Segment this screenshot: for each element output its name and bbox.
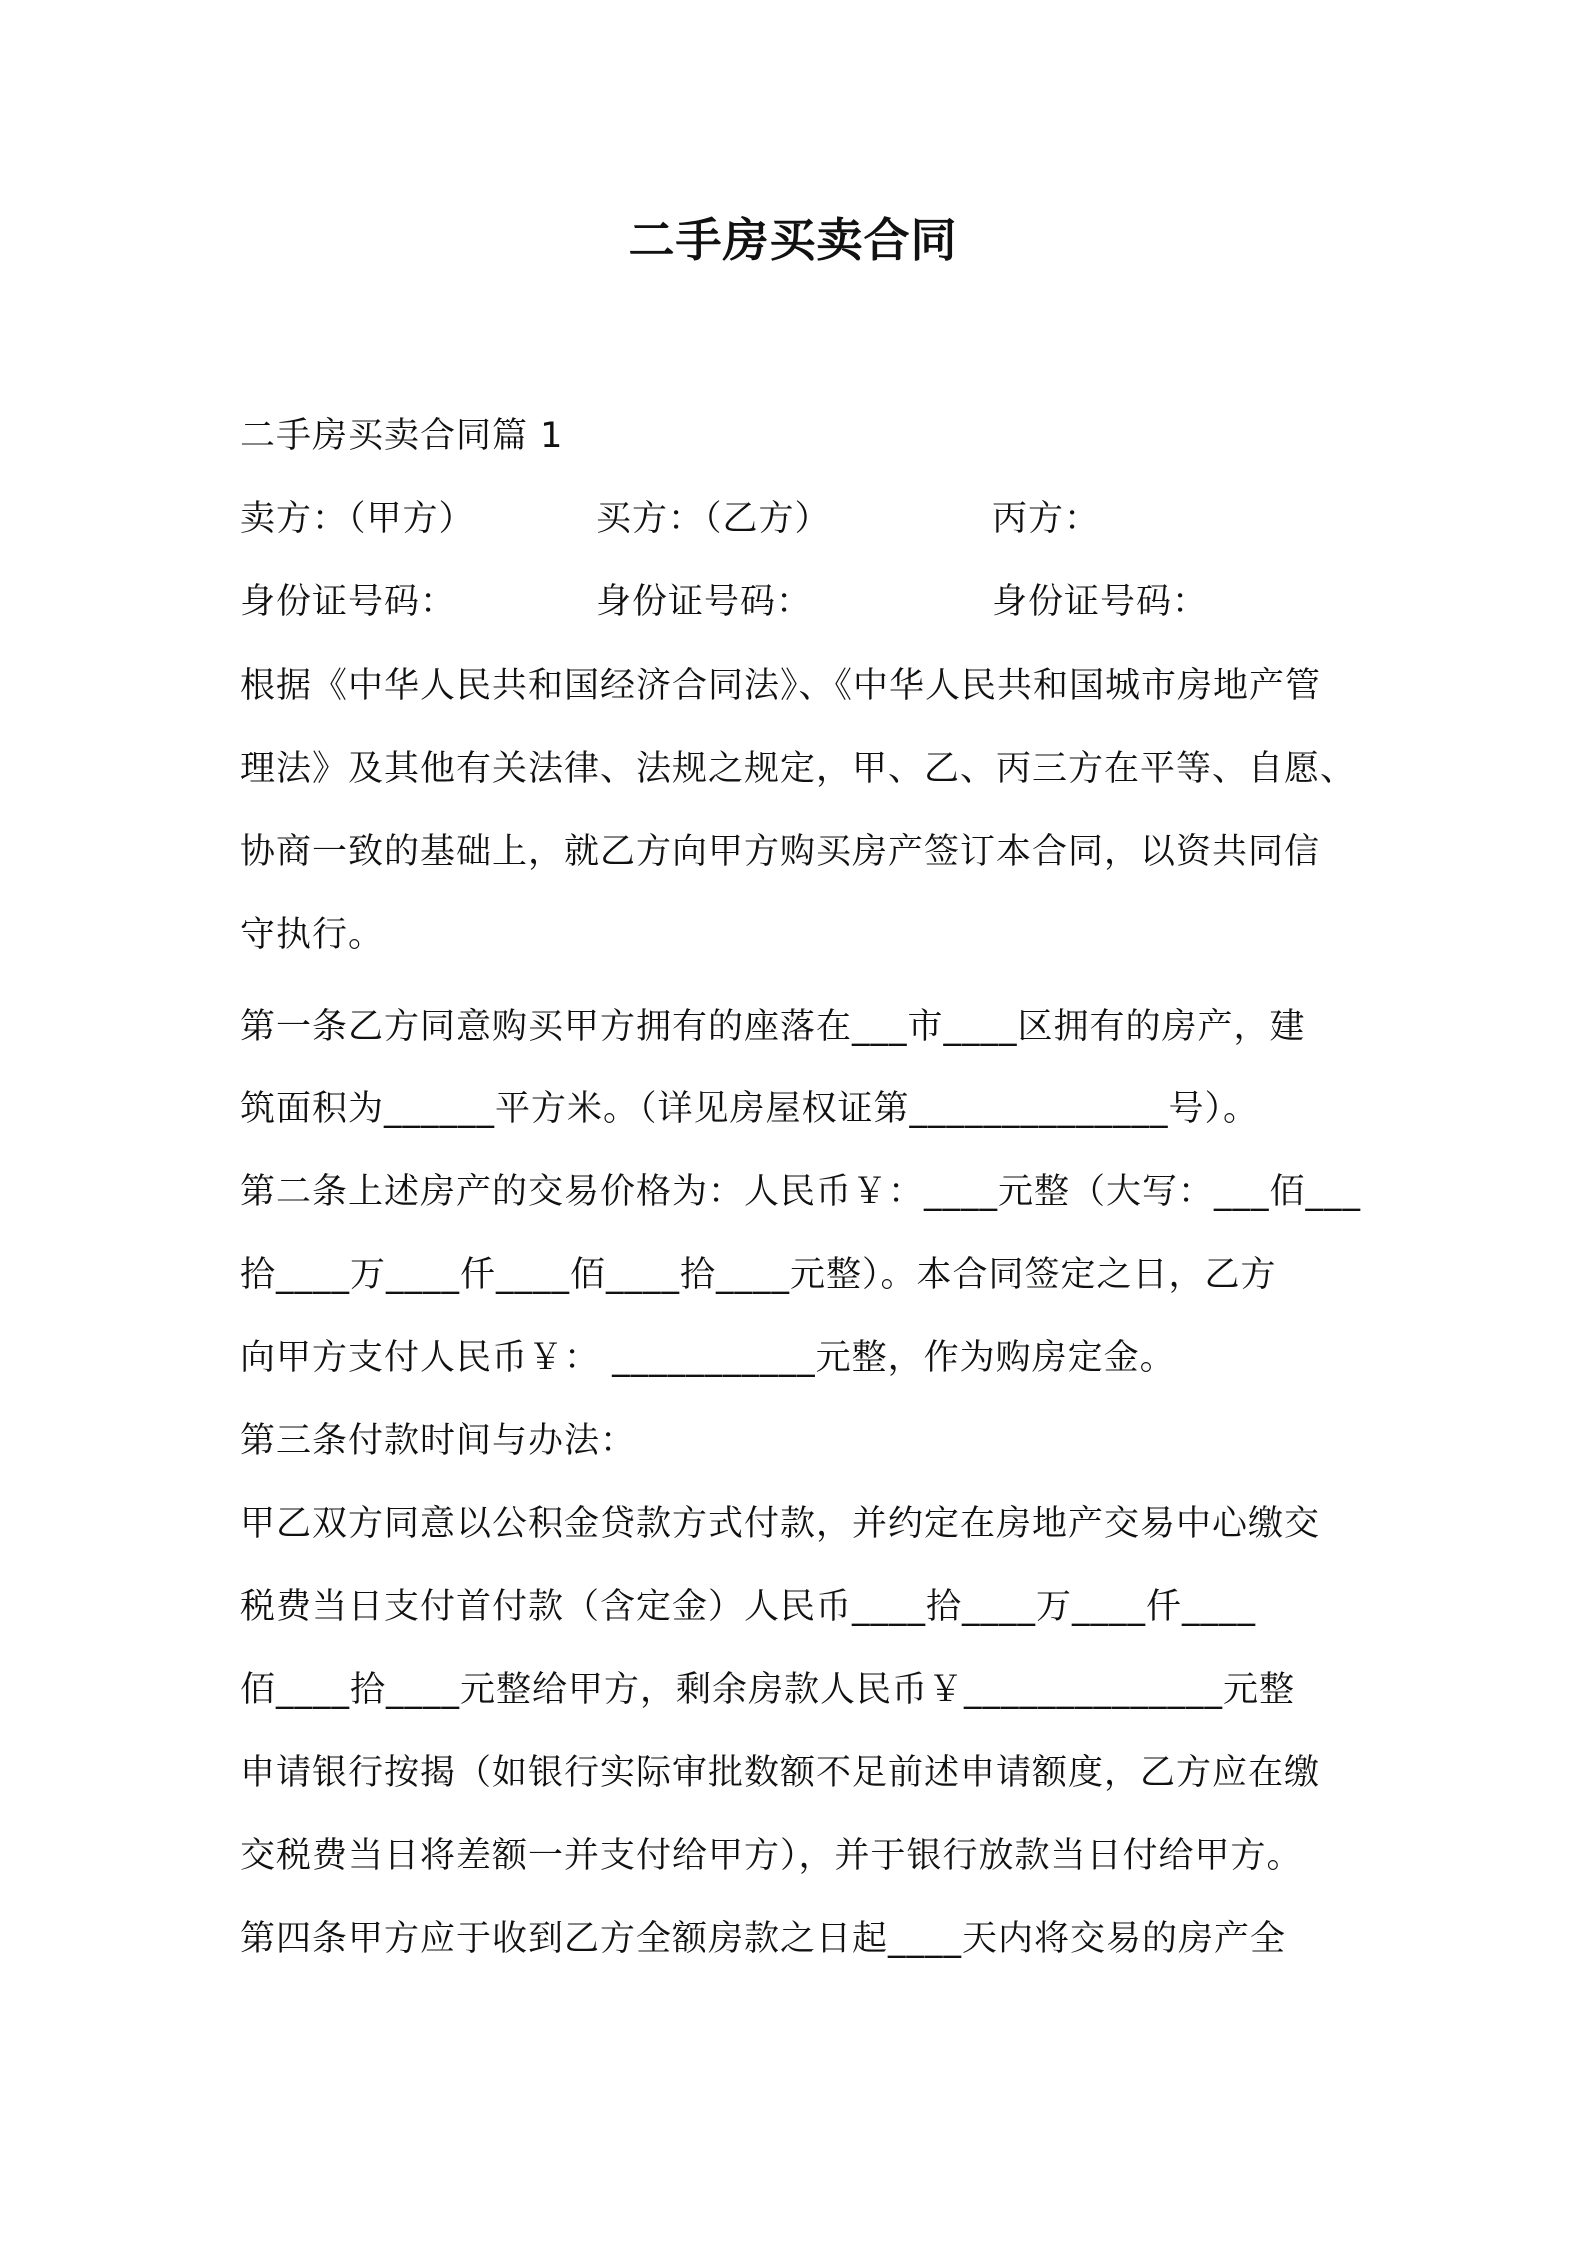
article3-heading: 第三条付款时间与办法：: [240, 1421, 637, 1461]
seller-label: 卖方：（甲方）: [240, 499, 475, 539]
article3-line: 甲乙双方同意以公积金贷款方式付款，并约定在房地产交易中心缴交: [240, 1504, 1321, 1544]
parties-row: [240, 493, 1360, 545]
preamble-line: 根据《中华人民共和国经济合同法》、《中华人民共和国城市房地产管: [240, 666, 1322, 706]
buyer-id-label: 身份证号码：: [596, 582, 813, 622]
article1-line: 第一条乙方同意购买甲方拥有的座落在___市____区拥有的房产，建: [240, 1007, 1306, 1047]
article1-line: 筑面积为______平方米。（详见房屋权证第______________号）。: [240, 1089, 1260, 1129]
document-title: 二手房买卖合同: [628, 213, 958, 267]
article2-line: 拾____万____仟____佰____拾____元整）。本合同签定之日，乙方: [240, 1255, 1277, 1295]
preamble-line: 守执行。: [240, 915, 385, 955]
preamble-line: 协商一致的基础上，就乙方向甲方购买房产签订本合同，以资共同信: [240, 832, 1321, 872]
article2-line: 向甲方支付人民币￥： ___________元整，作为购房定金。: [240, 1338, 1176, 1378]
third-party-label: 丙方：: [992, 499, 1101, 539]
section-heading: 二手房买卖合同篇 1: [240, 416, 564, 456]
article3-line: 申请银行按揭（如银行实际审批数额不足前述申请额度，乙方应在缴: [240, 1753, 1321, 1793]
article3-line: 佰____拾____元整给甲方，剩余房款人民币￥______________元整: [240, 1670, 1296, 1710]
seller-id-label: 身份证号码：: [240, 582, 457, 622]
article2-line: 第二条上述房产的交易价格为：人民币￥：____元整（大写：___佰___: [240, 1172, 1362, 1212]
article4-line: 第四条甲方应于收到乙方全额房款之日起____天内将交易的房产全: [240, 1919, 1287, 1959]
id-numbers-row: [240, 576, 1360, 628]
article3-line: 税费当日支付首付款（含定金）人民币____拾____万____仟____: [240, 1587, 1257, 1627]
buyer-label: 买方：（乙方）: [596, 499, 831, 539]
article3-line: 交税费当日将差额一并支付给甲方），并于银行放款当日付给甲方。: [240, 1836, 1303, 1876]
preamble-line: 理法》及其他有关法律、法规之规定，甲、乙、丙三方在平等、自愿、: [240, 749, 1357, 789]
third-id-label: 身份证号码：: [992, 582, 1209, 622]
